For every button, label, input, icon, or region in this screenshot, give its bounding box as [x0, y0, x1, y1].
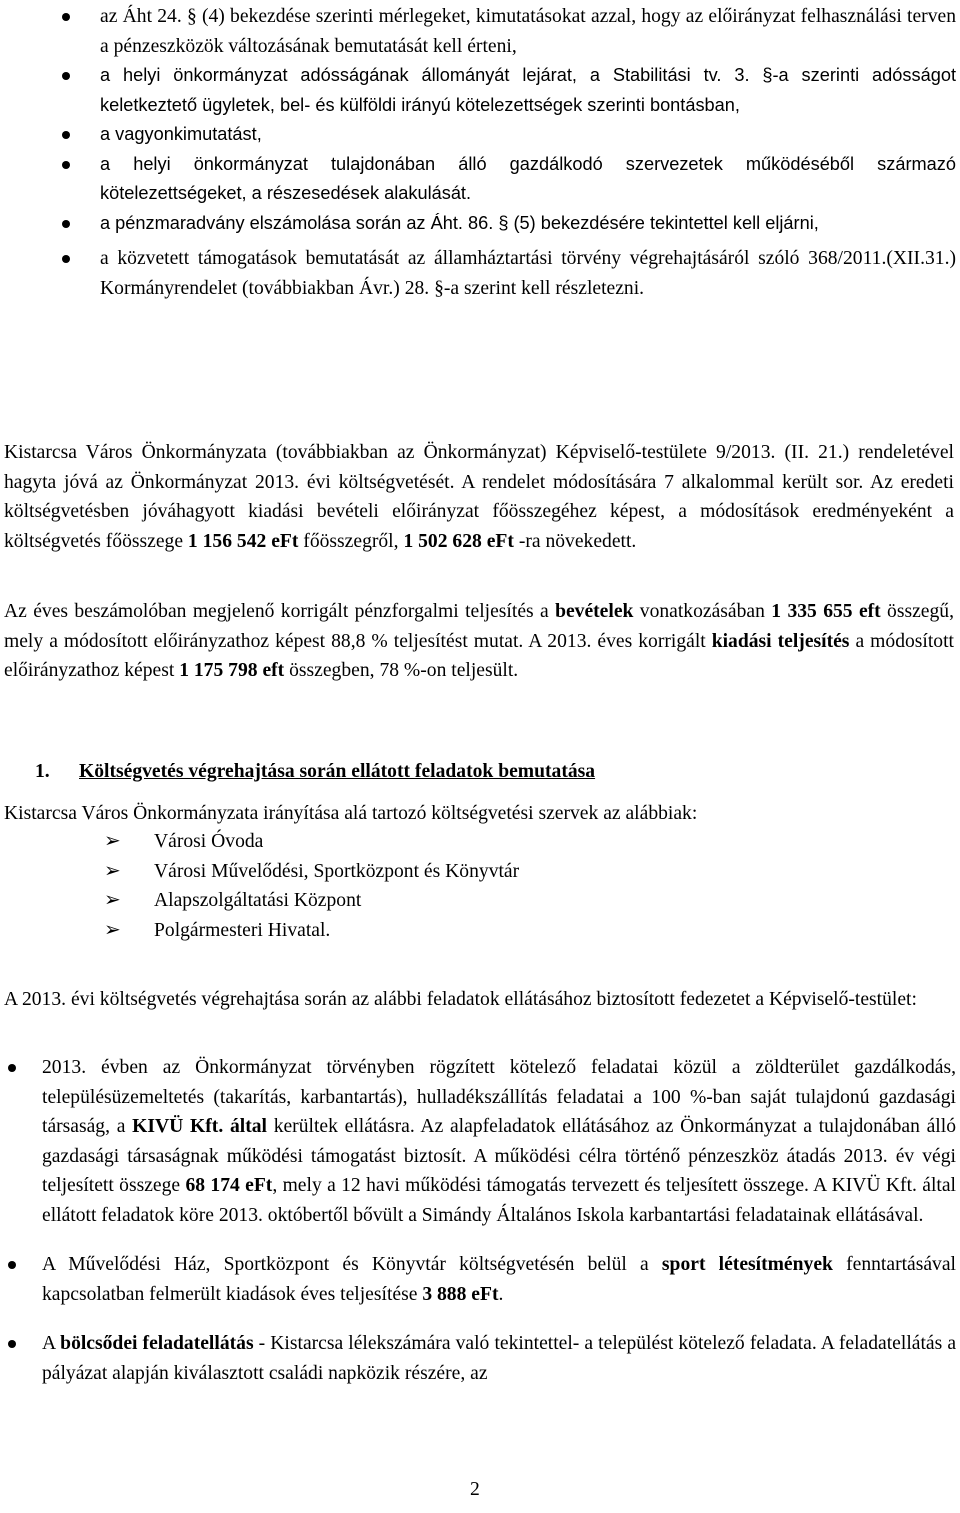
list-item: az Áht 24. § (4) bekezdése szerinti mérlegeket, kimutatásokat azzal, hogy az előirányzat felhasználási terven a pénzeszközök változásának bemutatását kell érteni, [0, 2, 960, 61]
bullet-icon [62, 72, 70, 80]
list-item: ➢ Városi Óvoda [104, 827, 519, 857]
list-item: ➢ Polgármesteri Hivatal. [104, 916, 519, 946]
bullet-icon [8, 1261, 16, 1269]
list-item: ➢ Városi Művelődési, Sportközpont és Könyvtár [104, 857, 519, 887]
bullet-icon [62, 255, 70, 263]
bullet-icon [62, 131, 70, 139]
budget-paragraph: Kistarcsa Város Önkormányzata (továbbiakban az Önkormányzat) Képviselő-testülete 9/2013. (II. 21.) rendeletével hagyta jóvá az Önkormányzat 2013. évi költségvetését. A rendelet módosítására 7 alkalommal került sor. Az eredeti költségvetésben jóváhagyott kiadási bevételi előirányzat főösszegéhez képest, a módosítások eredményeként a költségvetés főösszege 1 156 542 eFt főösszegről, 1 502 628 eFt -ra növekedett. [4, 442, 954, 552]
list-item: A bölcsődei feladatellátás - Kistarcsa lélekszámára való tekintettel- a települést kötelező feladata. A feladatellátás a pályázat alapján kiválasztott családi napközik részére, az [0, 1329, 960, 1388]
performance-paragraph: Az éves beszámolóban megjelenő korrigált pénzforgalmi teljesítés a bevételek vonatkozásában 1 335 655 eft összegű, mely a módosított előirányzathoz képest 88,8 % teljesítést mutat. A 2013. éves korrigált kiadási teljesítés a módosított előirányzathoz képest 1 175 798 eft összegben, 78 %-on teljesült. [4, 601, 954, 681]
arrow-bullet-icon: ➢ [104, 918, 121, 941]
section-number: 1. [35, 761, 50, 782]
list-item: 2013. évben az Önkormányzat törvényben rögzített kötelező feladatai közül a zöldterület gazdálkodás, településüzemeltetés (takarítás, karbantartás), hulladékszállítás feladatai a 100 %-ban saját tulajdonú gazdasági társaság, a KIVÜ Kft. által kerültek ellátásra. Az alapfeladatok ellátásához az Önkormányzat a tulajdonában álló gazdasági társaságnak működési támogatást biztosít. A működési célra történő pénzeszköz átadás 2013. év végi teljesített összege 68 174 eFt, mely a 12 havi működési támogatás tervezett és teljesített összege. A KIVÜ Kft. által ellátott feladatok köre 2013. októbertől bővült a Simándy Általános Iskola karbantartási feladatainak ellátásával. [0, 1053, 960, 1230]
list-item: a vagyonkimutatást, [0, 120, 960, 150]
list-item: a pénzmaradvány elszámolása során az Áht. 86. § (5) bekezdésére tekintettel kell eljárni, [0, 209, 960, 239]
tasks-intro: A 2013. évi költségvetés végrehajtása során az alábbi feladatok ellátásához biztosított fedezetet a Képviselő-testület: [4, 989, 917, 1010]
requirements-list [0, 2, 960, 303]
bullet-icon [8, 1340, 16, 1348]
list-item: a helyi önkormányzat adósságának állományát lejárat, a Stabilitási tv. 3. §-a szerinti adósságot keletkeztető ügyletek, bel- és külföldi irányú kötelezettségek szerinti bontásban, [0, 61, 960, 120]
list-item: a helyi önkormányzat tulajdonában álló gazdálkodó szervezetek működéséből származó kötelezettségeket, a részesedések alakulását. [0, 150, 960, 209]
list-item: ➢ Alapszolgáltatási Központ [104, 886, 519, 916]
bullet-icon [62, 13, 70, 21]
section-title: Költségvetés végrehajtása során ellátott feladatok bemutatása [79, 761, 596, 782]
bullet-icon [62, 220, 70, 228]
institutions-intro: Kistarcsa Város Önkormányzata irányítása alá tartozó költségvetési szervek az alábbiak: [4, 803, 698, 824]
bullet-icon [8, 1064, 16, 1072]
arrow-bullet-icon: ➢ [104, 859, 121, 882]
institutions-list [104, 827, 519, 945]
arrow-bullet-icon: ➢ [104, 830, 121, 852]
bullet-icon [62, 161, 70, 169]
list-item: A Művelődési Ház, Sportközpont és Könyvtár költségvetésén belül a sport létesítmények fenntartásával kapcsolatban felmerült kiadások éves teljesítése 3 888 eFt. [0, 1250, 960, 1309]
list-item: a közvetett támogatások bemutatását az államháztartási törvény végrehajtásáról szóló 368/2011.(XII.31.) Kormányrendelet (továbbiakban Ávr.) 28. §-a szerint kell részletezni. [0, 244, 960, 303]
arrow-bullet-icon: ➢ [104, 889, 121, 911]
section-heading [35, 757, 595, 787]
page-number: 2 [470, 1479, 480, 1500]
tasks-list [0, 1053, 960, 1388]
